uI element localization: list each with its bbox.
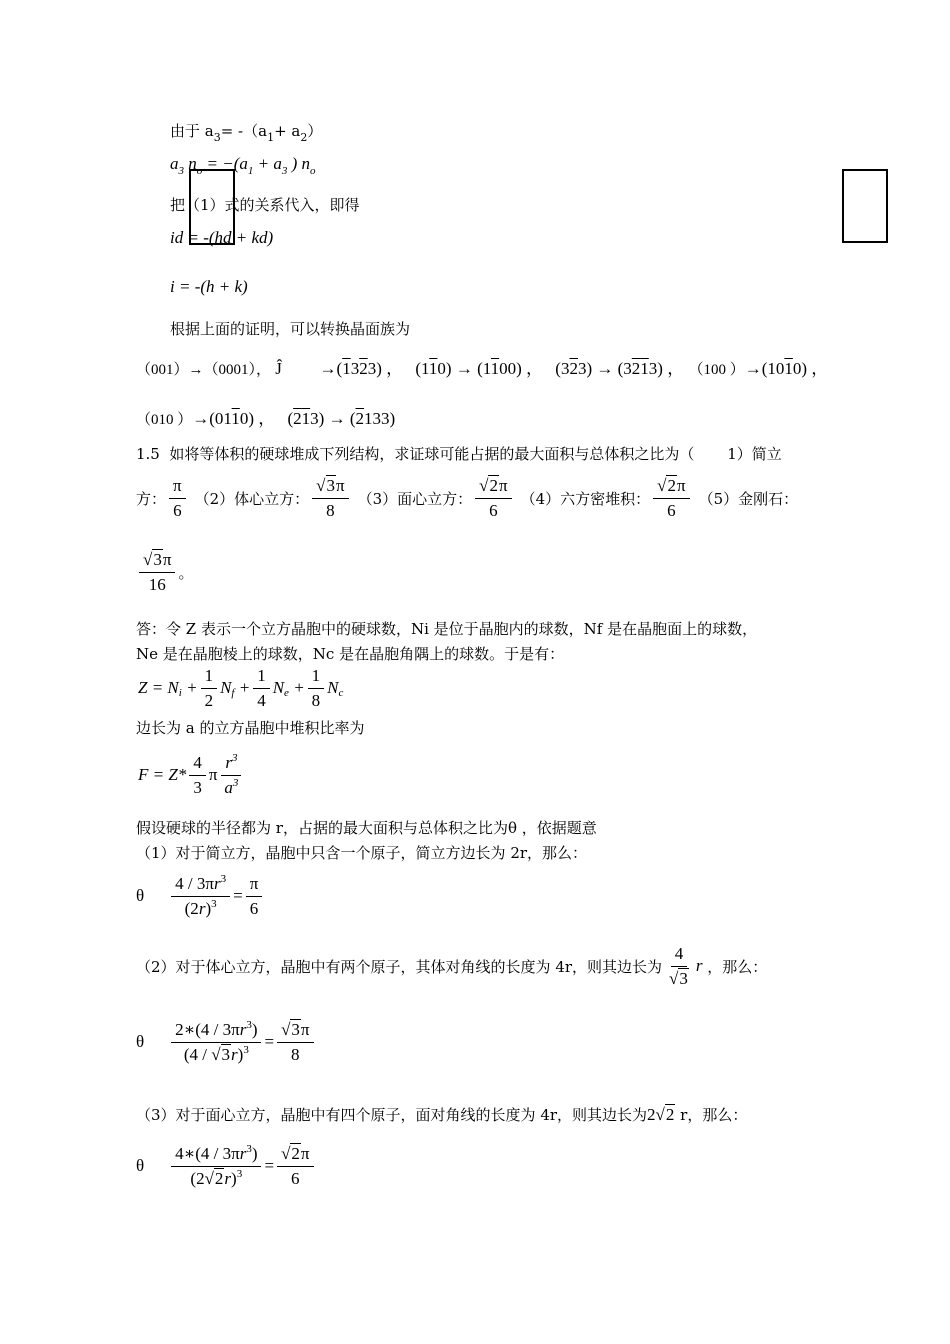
diamond-ratio: $\frac{√3\pi}{16}$ 。 — [136, 550, 193, 594]
formula-f: F = Z* $\frac{4}{3}$ π $\frac{r^3}{a^3}$ — [138, 753, 245, 797]
theta-fcc: θ $\frac{4∗(4 / 3\pi r^3)}{(2√2r)^3}$ = $\frac{√2\pi}{6}$ — [136, 1144, 317, 1188]
theta-sc: θ $\frac{4 / 3\pi r^3}{(2r)^3}$ = $\frac{\pi}{6}$ — [136, 874, 265, 918]
conv-row-1: （001）→（0001）， Ĵ →(1323) ， (110) → (1100) ， (323) → (3213) ， （100 ）→(1010) ， — [136, 359, 829, 378]
line-convert: 根据上面的证明，可以转换晶面族为 — [170, 320, 411, 338]
annotation-box-right — [842, 169, 888, 243]
answer-p5: （1）对于简立方，晶胞中只含一个原子，简立方边长为 2r，那么： — [136, 844, 588, 862]
line-id: id = -(hd + kd) — [170, 228, 274, 247]
answer-p6: （2）对于体心立方，晶胞中有两个原子，其体对角线的长度为 4r，则其边长为 $\frac{4}{√3}$ r ，那么： — [136, 944, 768, 988]
line-i: i = -(h + k) — [170, 277, 248, 296]
answer-p4: 假设硬球的半径都为 r，占据的最大面积与总体积之比为θ ，依据题意 — [136, 819, 597, 837]
answer-p1: 答：令 Z 表示一个立方晶胞中的硬球数，Ni 是位于晶胞内的球数，Nf 是在晶胞面上的球数， — [136, 620, 758, 638]
line-a3: 由于 $a_3= -(a_1+ a_2)$ — [170, 122, 323, 144]
answer-p3: 边长为 a 的立方晶胞中堆积比率为 — [136, 719, 365, 737]
problem-choices: 方： $\frac{\pi}{6}$ （2）体心立方： $\frac{√3\pi}{8}$ （3）面心立方： $\frac{√2\pi}{6}$ （4）六方密堆积： $\frac{√2\pi}{6}$ （5）金刚石： — [136, 476, 799, 520]
formula-z: Z = N i + $\frac{1}{2}$ N f + $\frac{1}{4}$ N e + $\frac{1}{8}$ N c — [138, 666, 344, 710]
conv-row-2: （010 ）→(0110) ， (213) → (2133) — [136, 409, 396, 428]
problem-statement: 1.5 如将等体积的硬球堆成下列结构，求证球可能占据的最大面积与总体积之比为（ 1）简立 — [136, 445, 782, 463]
theta-bcc: θ $\frac{2∗(4 / 3\pi r^3)}{(4 / √3r)^3}$ = $\frac{√3\pi}{8}$ — [136, 1020, 317, 1064]
line-a3-n0: $a_3$ $n_o = -(a_1 + a_3$ ) $n_o$ — [170, 154, 316, 177]
answer-p2: Ne 是在晶胞棱上的球数，Nc 是在晶胞角隅上的球数。于是有： — [136, 645, 565, 663]
line-substitute: 把（1）式的关系代入，即得 — [170, 196, 360, 214]
answer-p7: （3）对于面心立方，晶胞中有四个原子，面对角线的长度为 4r，则其边长为 2√2 r，那么： — [136, 1104, 748, 1124]
